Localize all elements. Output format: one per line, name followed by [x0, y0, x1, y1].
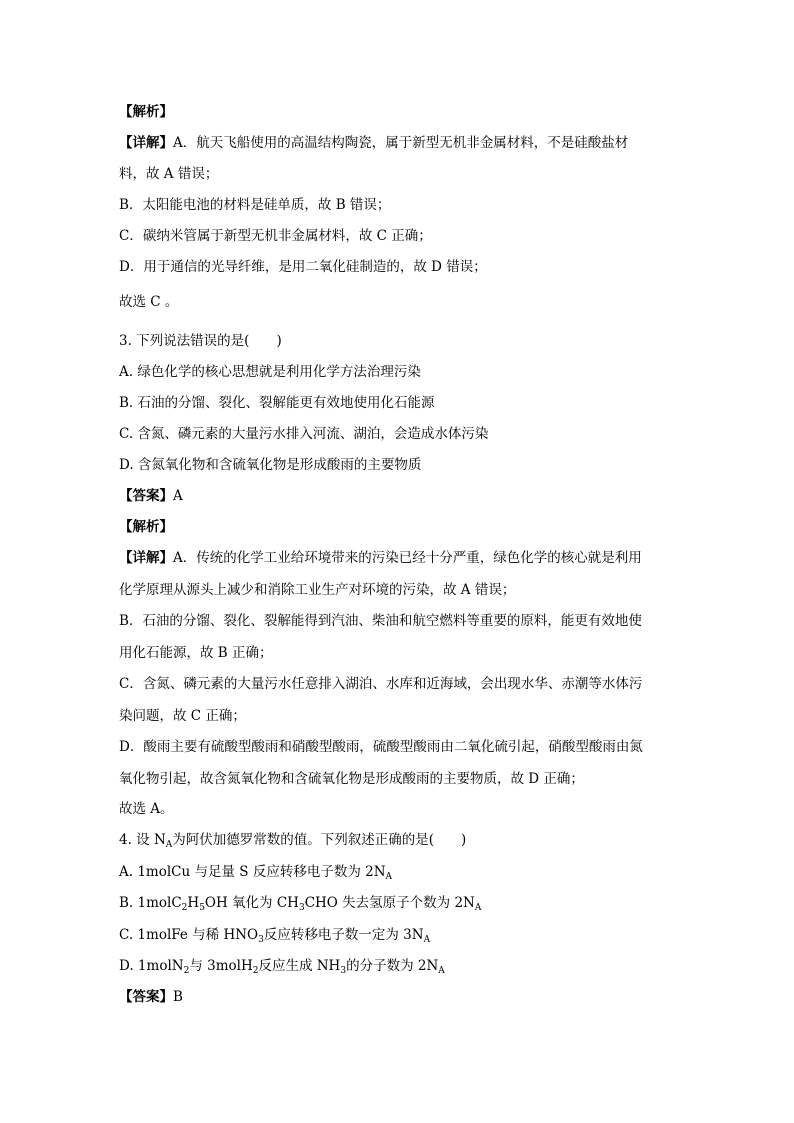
detail-line: D．酸雨主要有硫酸型酸雨和硝酸型酸雨，硫酸型酸雨由二氧化硫引起，硝酸型酸雨由氮: [119, 739, 643, 755]
detail-line: 化学原理从源头上减少和消除工业生产对环境的污染，故 A 错误；: [119, 582, 516, 598]
detail-option-d: D．用于通信的光导纤维，是用二氧化硅制造的，故 D 错误；: [119, 259, 487, 275]
option-b: B. 石油的分馏、裂化、裂解能更有效地使用化石能源: [119, 395, 435, 411]
option-b: B. $1molC_2H_5OH$ 氧化为 $CH_3CHO$ 失去氢原子个数为 $2N_A$: [119, 895, 482, 913]
option-a: A. 1molCu 与足量 S 反应转移电子数为 $2N_A$: [119, 864, 393, 882]
conclusion: 故选 A。: [119, 801, 174, 817]
detail-option-c: C．碳纳米管属于新型无机非金属材料，故 C 正确；: [119, 228, 432, 244]
detail-line: B．石油的分馏、裂化、裂解能得到汽油、柴油和航空燃料等重要的原料，能更有效地使: [119, 613, 642, 629]
analysis-heading: 【解析】: [119, 519, 173, 535]
answer-line: [119, 486, 183, 506]
detail-label: 【详解】: [119, 550, 173, 566]
question-stem: 4. 设 $N_A$为阿伏加德罗常数的值。下列叙述正确的是( ): [119, 832, 467, 850]
detail-line: [119, 133, 628, 153]
analysis-heading: 【解析】: [119, 104, 173, 120]
option-c: C. 含氮、磷元素的大量污水排入河流、湖泊，会造成水体污染: [119, 426, 489, 442]
answer-line: [119, 987, 183, 1007]
answer-label: 【答案】: [119, 989, 173, 1005]
detail-line: [119, 548, 642, 568]
detail-text: A．航天飞船使用的高温结构陶瓷，属于新型无机非金属材料，不是硅酸盐材: [173, 135, 629, 151]
detail-label: 【详解】: [119, 135, 173, 151]
answer-value: A: [173, 488, 183, 504]
question-stem: 3. 下列说法错误的是( ): [119, 333, 282, 349]
option-d: D. 含氮氧化物和含硫氧化物是形成酸雨的主要物质: [119, 457, 422, 473]
detail-option-b: B．太阳能电池的材料是硅单质，故 B 错误；: [119, 197, 391, 213]
option-a: A. 绿色化学的核心思想就是利用化学方法治理污染: [119, 364, 421, 380]
detail-line: C．含氮、磷元素的大量污水任意排入湖泊、水库和近海域，会出现水华、赤潮等水体污: [119, 676, 643, 692]
detail-line: 氧化物引起，故含氮氧化物和含硫氧化物是形成酸雨的主要物质，故 D 正确；: [119, 771, 584, 787]
detail-text: A．传统的化学工业给环境带来的污染已经十分严重，绿色化学的核心就是利用: [173, 550, 642, 566]
option-d: D. 1molN$_2$与 3molH$_2$反应生成 $NH_3$的分子数为 $2N_A$: [119, 958, 445, 976]
option-c: C. 1molFe 与稀 $HNO_3$反应转移电子数一定为 $3N_A$: [119, 927, 431, 945]
detail-continuation: 料，故 A 错误；: [119, 166, 219, 182]
detail-line: 染问题，故 C 正确；: [119, 708, 246, 724]
answer-value: B: [173, 989, 183, 1005]
detail-line: 用化石能源，故 B 正确；: [119, 645, 273, 661]
answer-label: 【答案】: [119, 488, 173, 504]
conclusion: 故选 C 。: [119, 294, 179, 310]
